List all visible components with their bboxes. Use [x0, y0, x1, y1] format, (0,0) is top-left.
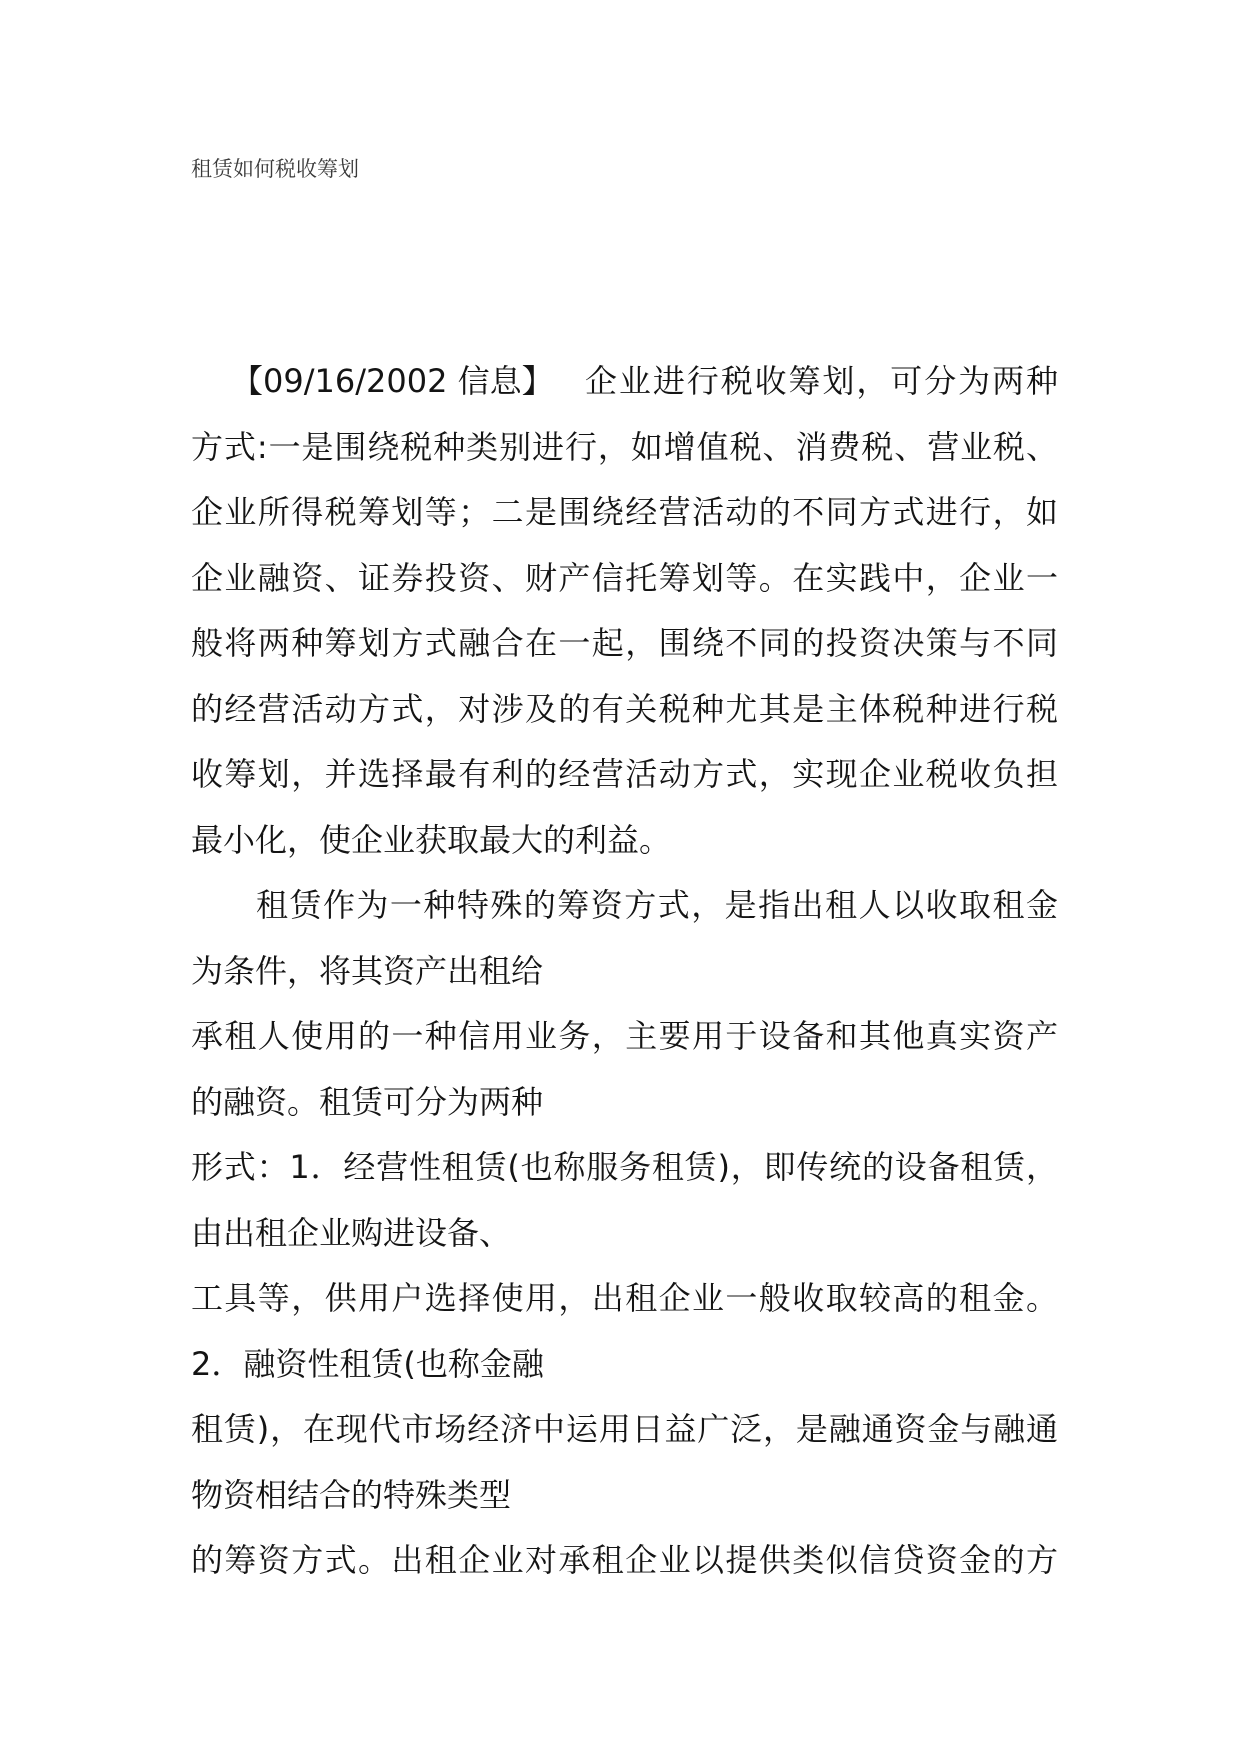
body-line: 企业融资、证券投资、财产信托筹划等。在实践中，企业一: [191, 558, 1058, 597]
body-line: 最小化，使企业获取最大的利益。: [191, 820, 672, 859]
body-line: 工具等，供用户选择使用，出租企业一般收取较高的租金。: [191, 1279, 1058, 1317]
document-body: [191, 349, 1058, 1594]
body-line: 企业所得税筹划等；二是围绕经营活动的不同方式进行，如: [191, 493, 1058, 531]
body-line: 承租人使用的一种信用业务，主要用于设备和其他真实资产: [191, 1017, 1058, 1055]
body-line: 形式：1．经营性租赁(也称服务租赁)，即传统的设备租赁，: [191, 1148, 1058, 1186]
page-title: 租赁如何税收筹划: [191, 157, 359, 181]
body-line: 租赁作为一种特殊的筹资方式，是指出租人以收取租金: [256, 886, 1058, 924]
body-line: 的经营活动方式，对涉及的有关税种尤其是主体税种进行税: [191, 689, 1058, 728]
body-line: 租赁)，在现代市场经济中运用日益广泛，是融通资金与融通: [191, 1410, 1058, 1448]
body-line: 为条件，将其资产出租给: [191, 951, 544, 990]
body-line: 物资相结合的特殊类型: [191, 1475, 512, 1514]
body-line: 方式:一是围绕税种类别进行，如增值税、消费税、营业税、: [191, 427, 1058, 466]
body-line: 般将两种筹划方式融合在一起，围绕不同的投资决策与不同: [191, 624, 1058, 662]
body-line-text: 企业进行税收筹划，可分为两种: [585, 362, 1058, 400]
body-line: 2．融资性租赁(也称金融: [191, 1344, 544, 1383]
body-line: 的融资。租赁可分为两种: [191, 1082, 544, 1121]
date-tag: 【09/16/2002 信息】: [231, 362, 554, 400]
body-line: 由出租企业购进设备、: [191, 1213, 512, 1252]
body-line: 的筹资方式。出租企业对承租企业以提供类似信贷资金的方: [191, 1541, 1058, 1579]
body-line: 收筹划，并选择最有利的经营活动方式，实现企业税收负担: [191, 755, 1058, 793]
body-line: [191, 349, 1058, 415]
